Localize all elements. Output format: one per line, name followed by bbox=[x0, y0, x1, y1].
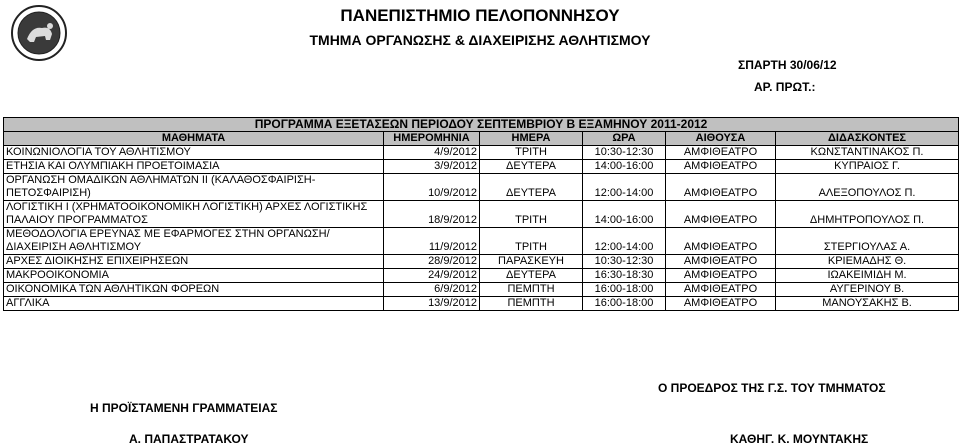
cell-subject: ΑΓΓΛΙΚΑ bbox=[4, 297, 384, 311]
table-row bbox=[4, 228, 959, 255]
cell-time: 12:00-14:00 bbox=[583, 228, 666, 255]
cell-time: 14:00-16:00 bbox=[583, 160, 666, 174]
cell-teacher: ΚΡΙΕΜΑΔΗΣ Θ. bbox=[776, 255, 959, 269]
table-title-row bbox=[4, 118, 959, 132]
cell-subject: ΟΙΚΟΝΟΜΙΚΑ ΤΩΝ ΑΘΛΗΤΙΚΩΝ ΦΟΡΕΩΝ bbox=[4, 283, 384, 297]
cell-time: 16:00-18:00 bbox=[583, 297, 666, 311]
column-header-day: ΗΜΕΡΑ bbox=[480, 132, 583, 146]
table-row bbox=[4, 297, 959, 311]
secretariat-head-title: Η ΠΡΟΪΣΤΑΜΕΝΗ ΓΡΑΜΜΑΤΕΙΑΣ bbox=[90, 401, 278, 415]
table-row bbox=[4, 269, 959, 283]
column-header-date: ΗΜΕΡΟΜΗΝΙΑ bbox=[384, 132, 480, 146]
column-header-time: ΩΡΑ bbox=[583, 132, 666, 146]
cell-date: 24/9/2012 bbox=[384, 269, 480, 283]
cell-date: 13/9/2012 bbox=[384, 297, 480, 311]
cell-subject: ΜΑΚΡΟΟΙΚΟΝΟΜΙΑ bbox=[4, 269, 384, 283]
cell-day: ΔΕΥΤΕΡΑ bbox=[480, 269, 583, 283]
cell-day: ΠΕΜΠΤΗ bbox=[480, 297, 583, 311]
cell-teacher: ΑΛΕΞΟΠΟΥΛΟΣ Π. bbox=[776, 174, 959, 201]
cell-subject: ΑΡΧΕΣ ΔΙΟΙΚΗΣΗΣ ΕΠΙΧΕΙΡΗΣΕΩΝ bbox=[4, 255, 384, 269]
cell-day: ΤΡΙΤΗ bbox=[480, 228, 583, 255]
column-header-teacher: ΔΙΔΑΣΚΟΝΤΕΣ bbox=[776, 132, 959, 146]
cell-room: ΑΜΦΙΘΕΑΤΡΟ bbox=[666, 201, 776, 228]
university-name: ΠΑΝΕΠΙΣΤΗΜΙΟ ΠΕΛΟΠΟΝΝΗΣΟΥ bbox=[340, 6, 620, 25]
cell-time: 14:00-16:00 bbox=[583, 201, 666, 228]
cell-date: 10/9/2012 bbox=[384, 174, 480, 201]
protocol-number: ΑΡ. ΠΡΩΤ.: bbox=[754, 80, 816, 94]
cell-room: ΑΜΦΙΘΕΑΤΡΟ bbox=[666, 297, 776, 311]
cell-day: ΔΕΥΤΕΡΑ bbox=[480, 160, 583, 174]
cell-room: ΑΜΦΙΘΕΑΤΡΟ bbox=[666, 269, 776, 283]
table-row bbox=[4, 160, 959, 174]
cell-room: ΑΜΦΙΘΕΑΤΡΟ bbox=[666, 146, 776, 160]
cell-time: 16:00-18:00 bbox=[583, 283, 666, 297]
cell-date: 11/9/2012 bbox=[384, 228, 480, 255]
table-title: ΠΡΟΓΡΑΜΜΑ ΕΞΕΤΑΣΕΩΝ ΠΕΡΙΟΔΟΥ ΣΕΠΤΕΜΒΡΙΟΥ Β ΕΞΑΜΗΝΟΥ 2011-2012 bbox=[4, 118, 959, 132]
president-name: ΚΑΘΗΓ. Κ. ΜΟΥΝΤΑΚΗΣ bbox=[730, 432, 869, 446]
cell-teacher: ΑΥΓΕΡΙΝΟΥ Β. bbox=[776, 283, 959, 297]
cell-time: 10:30-12:30 bbox=[583, 146, 666, 160]
cell-room: ΑΜΦΙΘΕΑΤΡΟ bbox=[666, 160, 776, 174]
cell-date: 28/9/2012 bbox=[384, 255, 480, 269]
cell-teacher: ΙΩΑΚΕΙΜΙΔΗ Μ. bbox=[776, 269, 959, 283]
cell-day: ΠΑΡΑΣΚΕΥΗ bbox=[480, 255, 583, 269]
table-row bbox=[4, 201, 959, 228]
cell-room: ΑΜΦΙΘΕΑΤΡΟ bbox=[666, 255, 776, 269]
cell-day: ΔΕΥΤΕΡΑ bbox=[480, 174, 583, 201]
cell-day: ΤΡΙΤΗ bbox=[480, 201, 583, 228]
cell-subject: ΕΤΗΣΙΑ ΚΑΙ ΟΛΥΜΠΙΑΚΗ ΠΡΟΕΤΟΙΜΑΣΙΑ bbox=[4, 160, 384, 174]
cell-date: 4/9/2012 bbox=[384, 146, 480, 160]
cell-day: ΤΡΙΤΗ bbox=[480, 146, 583, 160]
cell-date: 3/9/2012 bbox=[384, 160, 480, 174]
exam-schedule-table bbox=[3, 117, 959, 311]
department-name: ΤΜΗΜΑ ΟΡΓΑΝΩΣΗΣ & ΔΙΑΧΕΙΡΙΣΗΣ ΑΘΛΗΤΙΣΜΟΥ bbox=[309, 32, 651, 48]
cell-day: ΠΕΜΠΤΗ bbox=[480, 283, 583, 297]
cell-time: 16:30-18:30 bbox=[583, 269, 666, 283]
cell-room: ΑΜΦΙΘΕΑΤΡΟ bbox=[666, 174, 776, 201]
cell-time: 12:00-14:00 bbox=[583, 174, 666, 201]
table-row bbox=[4, 255, 959, 269]
cell-teacher: ΚΩΝΣΤΑΝΤΙΝΑΚΟΣ Π. bbox=[776, 146, 959, 160]
president-title: Ο ΠΡΟΕΔΡΟΣ ΤΗΣ Γ.Σ. ΤΟΥ ΤΜΗΜΑΤΟΣ bbox=[658, 381, 886, 395]
table-row bbox=[4, 174, 959, 201]
column-header-room: ΑΙΘΟΥΣΑ bbox=[666, 132, 776, 146]
cell-room: ΑΜΦΙΘΕΑΤΡΟ bbox=[666, 283, 776, 297]
column-header-subject: ΜΑΘΗΜΑΤΑ bbox=[4, 132, 384, 146]
cell-date: 6/9/2012 bbox=[384, 283, 480, 297]
table-row bbox=[4, 146, 959, 160]
cell-teacher: ΣΤΕΡΓΙΟΥΛΑΣ Α. bbox=[776, 228, 959, 255]
table-header-row bbox=[4, 132, 959, 146]
place-date: ΣΠΑΡΤΗ 30/06/12 bbox=[738, 58, 837, 72]
table-row bbox=[4, 283, 959, 297]
cell-date: 18/9/2012 bbox=[384, 201, 480, 228]
cell-room: ΑΜΦΙΘΕΑΤΡΟ bbox=[666, 228, 776, 255]
cell-subject: ΛΟΓΙΣΤΙΚΗ Ι (ΧΡΗΜΑΤΟΟΙΚΟΝΟΜΙΚΗ ΛΟΓΙΣΤΙΚΗ) ΑΡΧΕΣ ΛΟΓΙΣΤΙΚΗΣ ΠΑΛΑΙΟΥ ΠΡΟΓΡΑΜΜΑΤΟΣ bbox=[4, 201, 384, 228]
cell-subject: ΚΟΙΝΩΝΙΟΛΟΓΙΑ ΤΟΥ ΑΘΛΗΤΙΣΜΟΥ bbox=[4, 146, 384, 160]
cell-teacher: ΚΥΠΡΑΙΟΣ Γ. bbox=[776, 160, 959, 174]
cell-subject: ΟΡΓΑΝΩΣΗ ΟΜΑΔΙΚΩΝ ΑΘΛΗΜΑΤΩΝ ΙΙ (ΚΑΛΑΘΟΣΦΑΙΡΙΣΗ-ΠΕΤΟΣΦΑΙΡΙΣΗ) bbox=[4, 174, 384, 201]
cell-teacher: ΜΑΝΟΥΣΑΚΗΣ Β. bbox=[776, 297, 959, 311]
cell-subject: ΜΕΘΟΔΟΛΟΓΙΑ ΕΡΕΥΝΑΣ ΜΕ ΕΦΑΡΜΟΓΕΣ ΣΤΗΝ ΟΡΓΑΝΩΣΗ/ΔΙΑΧΕΙΡΙΣΗ ΑΘΛΗΤΙΣΜΟΥ bbox=[4, 228, 384, 255]
cell-time: 10:30-12:30 bbox=[583, 255, 666, 269]
cell-teacher: ΔΗΜΗΤΡΟΠΟΥΛΟΣ Π. bbox=[776, 201, 959, 228]
secretariat-head-name: Α. ΠΑΠΑΣΤΡΑΤΑΚΟΥ bbox=[129, 432, 249, 446]
